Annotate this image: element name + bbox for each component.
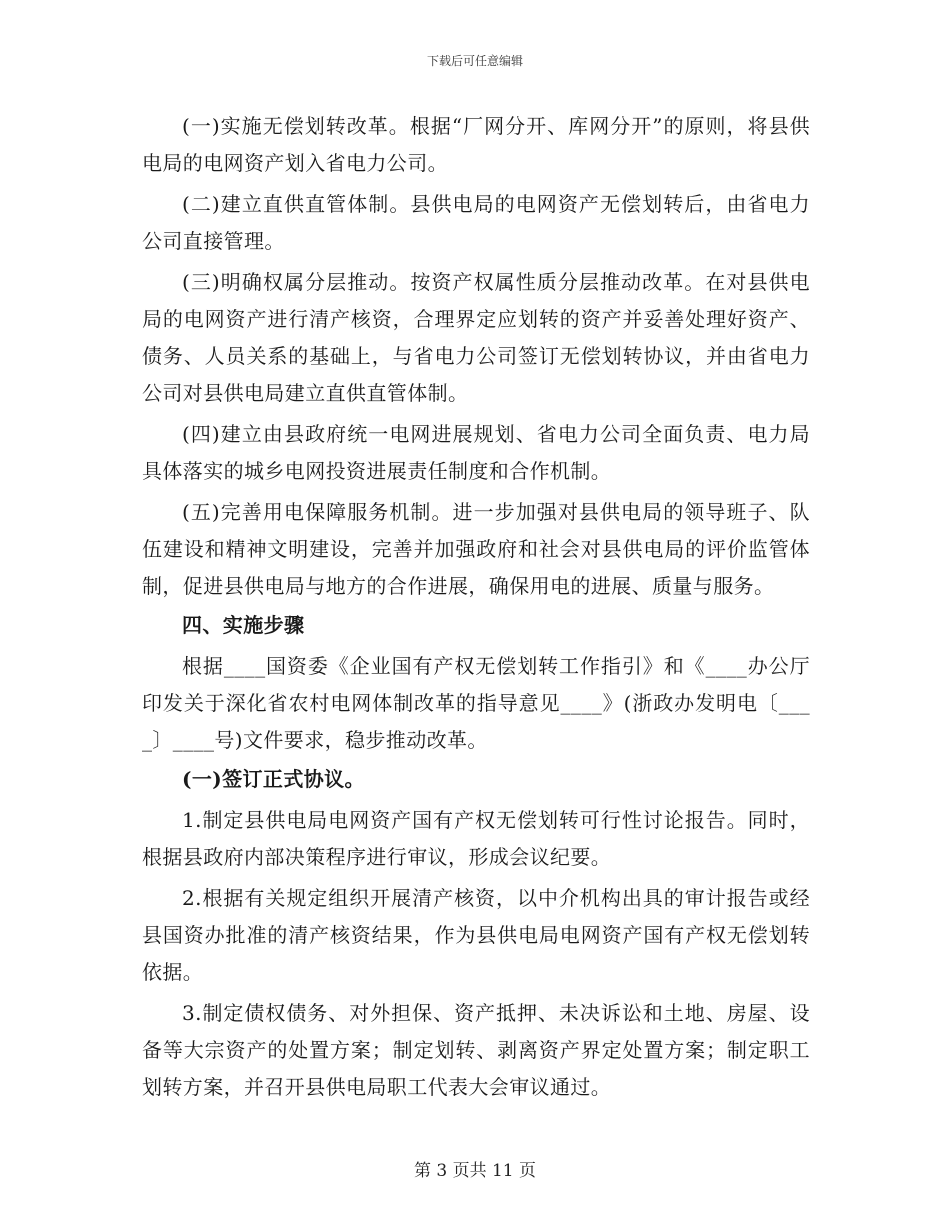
paragraph-2: (二)建立直供直管体制。县供电局的电网资产无偿划转后，由省电力公司直接管理。 bbox=[142, 192, 810, 253]
paragraph-3: (三)明确权属分层推动。按资产权属性质分层推动改革。在对县供电局的电网资产进行清产核资，合理界定应划转的资产并妥善处理好资产、债务、人员关系的基础上，与省电力公司签订无偿划转协议，并由省电力公司对县供电局建立直供直管体制。 bbox=[142, 270, 810, 405]
page-header-note: 下载后可任意编辑 bbox=[426, 54, 523, 68]
section-heading: 四、实施步骤 bbox=[182, 613, 305, 637]
paragraph-4: (四)建立由县政府统一电网进展规划、省电力公司全面负责、电力局具体落实的城乡电网投资进展责任制度和合作机制。 bbox=[142, 422, 810, 483]
page-number: 第 3 页共 11 页 bbox=[413, 1161, 537, 1181]
paragraph-1: (一)实施无偿划转改革。根据“厂网分开、库网分开”的原则，将县供电局的电网资产划入省电力公司。 bbox=[142, 114, 810, 175]
paragraph-6: 根据____国资委《企业国有产权无偿划转工作指引》和《____办公厅印发关于深化省农村电网体制改革的指导意见____》(浙政办发明电〔____〕____号)文件要求，稳步推动改革。 bbox=[142, 654, 810, 752]
paragraph-7: 1.制定县供电局电网资产国有产权无偿划转可行性讨论报告。同时，根据县政府内部决策程序进行审议，形成会议纪要。 bbox=[142, 808, 810, 869]
document-body bbox=[142, 108, 810, 1106]
paragraph-9: 3.制定债权债务、对外担保、资产抵押、未决诉讼和土地、房屋、设备等大宗资产的处置方案；制定划转、剥离资产界定处置方案；制定职工划转方案，并召开县供电局职工代表大会审议通过。 bbox=[142, 1001, 810, 1099]
paragraph-8: 2.根据有关规定组织开展清产核资，以中介机构出具的审计报告或经县国资办批准的清产核资结果，作为县供电局电网资产国有产权无偿划转依据。 bbox=[142, 886, 810, 984]
paragraph-5: (五)完善用电保障服务机制。进一步加强对县供电局的领导班子、队伍建设和精神文明建设，完善并加强政府和社会对县供电局的评价监管体制，促进县供电局与地方的合作进展，确保用电的进展、质量与服务。 bbox=[142, 500, 810, 598]
sub-heading: (一)签订正式协议。 bbox=[182, 767, 365, 791]
